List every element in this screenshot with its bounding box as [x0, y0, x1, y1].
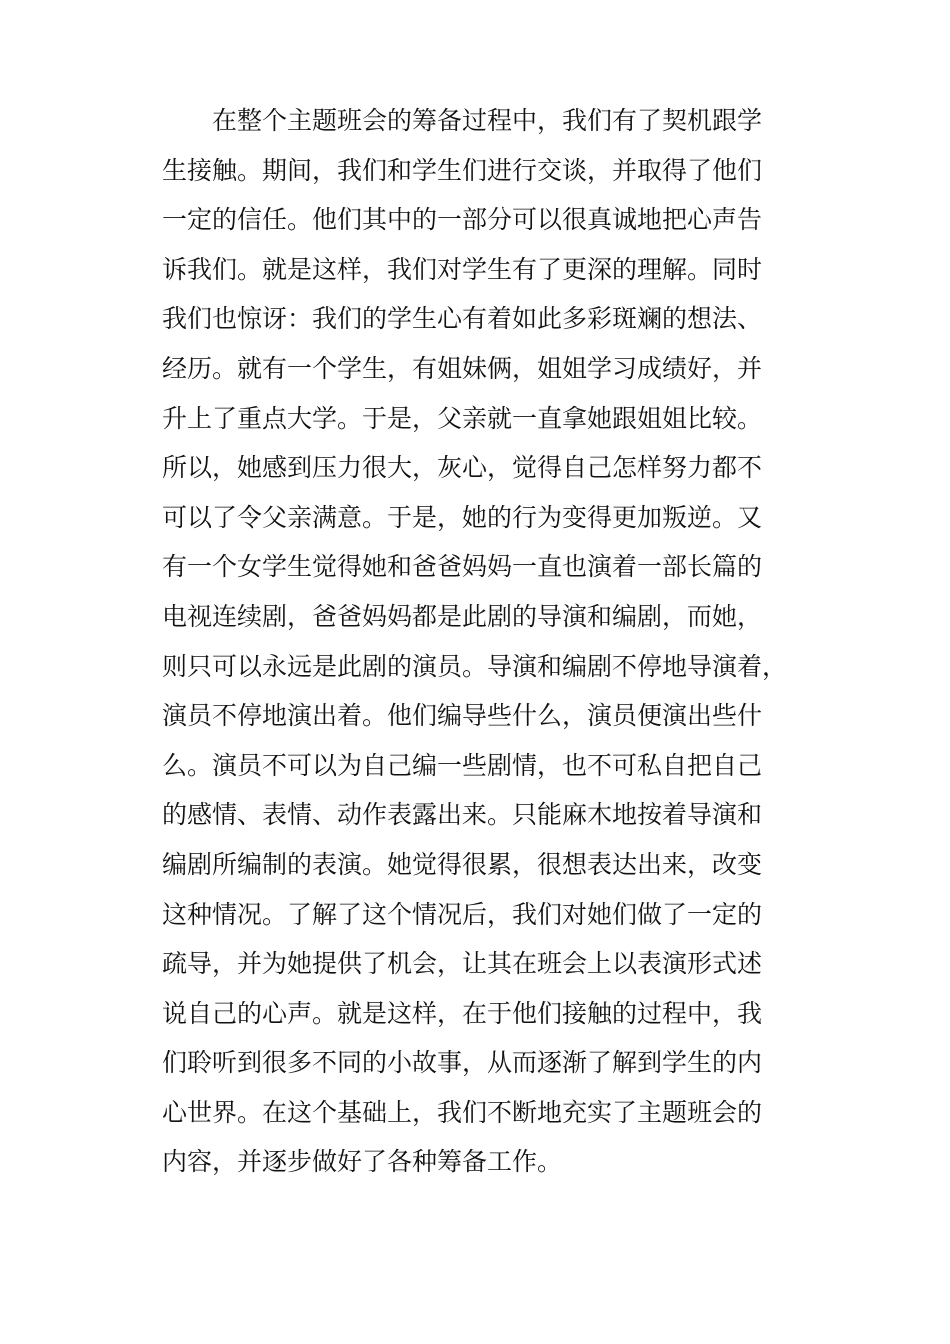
- paragraph-line: 内容，并逐步做好了各种筹备工作。: [162, 1147, 563, 1177]
- paragraph-line: 说自己的心声。就是这样，在于他们接触的过程中，我: [162, 998, 763, 1028]
- paragraph-line: 我们也惊讶：我们的学生心有着如此多彩斑斓的想法、: [162, 304, 763, 334]
- paragraph-line: 的感情、表情、动作表露出来。只能麻木地按着导演和: [162, 800, 763, 830]
- paragraph-line: 疏导，并为她提供了机会，让其在班会上以表演形式述: [162, 949, 763, 979]
- paragraph-line: 生接触。期间，我们和学生们进行交谈，并取得了他们: [162, 155, 763, 185]
- paragraph-line: 所以，她感到压力很大，灰心，觉得自己怎样努力都不: [162, 453, 763, 483]
- paragraph-line: 经历。就有一个学生，有姐妹俩，姐姐学习成绩好，并: [162, 353, 763, 383]
- paragraph-line: 编剧所编制的表演。她觉得很累，很想表达出来，改变: [162, 849, 763, 879]
- paragraph-line: 在整个主题班会的筹备过程中，我们有了契机跟学: [212, 106, 763, 135]
- paragraph-line: 可以了令父亲满意。于是，她的行为变得更加叛逆。又: [162, 502, 763, 532]
- paragraph-line: 演员不停地演出着。他们编导些什么，演员便演出些什: [162, 701, 763, 731]
- paragraph-line: 升上了重点大学。于是，父亲就一直拿她跟姐姐比较。: [162, 403, 763, 433]
- paragraph-line: 一定的信任。他们其中的一部分可以很真诚地把心声告: [162, 205, 763, 235]
- paragraph-line: 心世界。在这个基础上，我们不断地充实了主题班会的: [162, 1097, 763, 1127]
- body-paragraph: [162, 96, 792, 1187]
- paragraph-line: 则只可以永远是此剧的演员。导演和编剧不停地导演着，: [162, 651, 788, 681]
- paragraph-line: 电视连续剧，爸爸妈妈都是此剧的导演和编剧，而她，: [162, 601, 763, 631]
- paragraph-line: 们聆听到很多不同的小故事，从而逐渐了解到学生的内: [162, 1048, 763, 1078]
- paragraph-line: 诉我们。就是这样，我们对学生有了更深的理解。同时: [162, 254, 763, 284]
- paragraph-line: 有一个女学生觉得她和爸爸妈妈一直也演着一部长篇的: [162, 552, 763, 582]
- paragraph-line: 这种情况。了解了这个情况后，我们对她们做了一定的: [162, 899, 763, 929]
- paragraph-line: 么。演员不可以为自己编一些剧情，也不可私自把自己: [162, 750, 763, 780]
